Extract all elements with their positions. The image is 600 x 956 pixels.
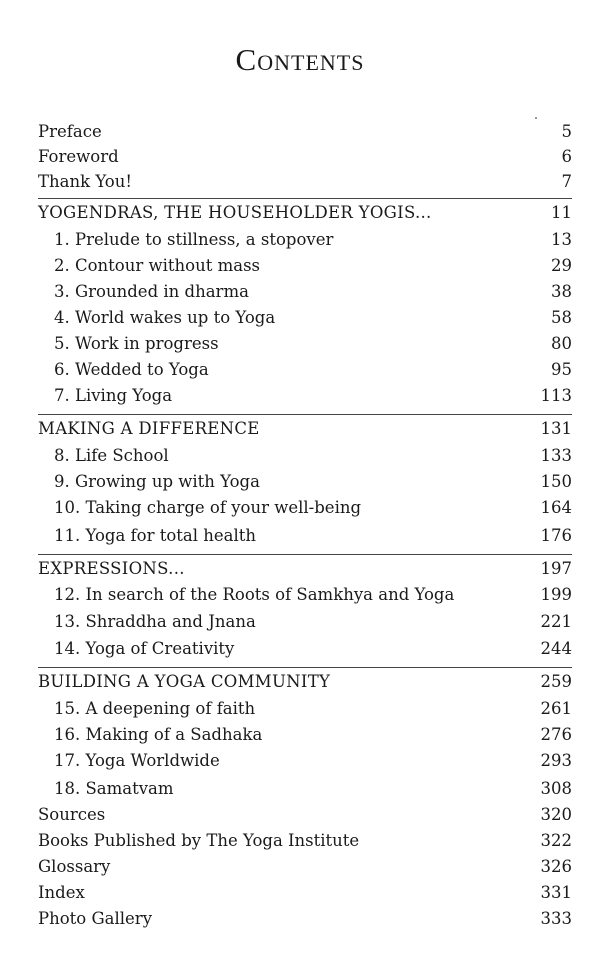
toc-entry-page: 221 (540, 612, 572, 631)
toc-chapter-entry (54, 637, 572, 661)
toc-entry-page: 113 (540, 386, 572, 405)
toc-entry-foreword (38, 145, 572, 169)
toc-entry-label: 9. Growing up with Yoga (54, 472, 260, 491)
toc-entry-label: 12. In search of the Roots of Samkhya and Yoga (54, 585, 455, 604)
toc-entry-page: 58 (551, 308, 572, 327)
toc-section-label: YOGENDRAS, THE HOUSEHOLDER YOGIS... (38, 203, 432, 222)
toc-entry-label: 8. Life School (54, 446, 169, 465)
toc-chapter-entry (54, 496, 572, 520)
toc-entry-sources (38, 803, 572, 827)
toc-entry-label: Preface (38, 122, 102, 141)
toc-section-entry (38, 557, 572, 581)
toc-entry-page: 333 (540, 909, 572, 928)
toc-entry-label: 5. Work in progress (54, 334, 219, 353)
toc-entry-label: Foreword (38, 147, 119, 166)
toc-entry-label: 18. Samatvam (54, 779, 174, 798)
toc-chapter-entry (54, 583, 572, 607)
toc-chapter-entry (54, 306, 572, 330)
toc-entry-page: 164 (540, 498, 572, 517)
toc-entry-page: 276 (540, 725, 572, 744)
toc-entry-page: 322 (540, 831, 572, 850)
toc-entry-page: 13 (551, 230, 572, 249)
toc-entry-label: Index (38, 883, 85, 902)
toc-entry-page: 80 (551, 334, 572, 353)
toc-section-label: EXPRESSIONS... (38, 559, 185, 578)
toc-entry-label: 11. Yoga for total health (54, 526, 257, 545)
toc-chapter-entry (54, 358, 572, 382)
toc-entry-label: 15. A deepening of faith (54, 699, 256, 718)
section-divider (38, 414, 572, 415)
toc-entry-glossary (38, 855, 572, 879)
toc-entry-page: 331 (540, 883, 572, 902)
toc-chapter-entry (54, 524, 572, 548)
toc-entry-books-published (38, 829, 572, 853)
section-divider (38, 667, 572, 668)
toc-entry-page: 326 (540, 857, 572, 876)
toc-entry-page: 293 (540, 751, 572, 770)
toc-entry-page: 29 (551, 256, 572, 275)
toc-chapter-entry (54, 228, 572, 252)
toc-entry-label: 17. Yoga Worldwide (54, 751, 220, 770)
section-divider (38, 198, 572, 199)
toc-chapter-entry (54, 280, 572, 304)
toc-entry-page: 6 (561, 147, 572, 166)
toc-chapter-entry (54, 777, 572, 801)
toc-chapter-entry (54, 444, 572, 468)
speck (535, 117, 537, 119)
toc-entry-page: 38 (551, 282, 572, 301)
page-title: Contents (235, 42, 365, 77)
toc-entry-page: 5 (561, 122, 572, 141)
toc-entry-photo-gallery (38, 907, 572, 931)
toc-entry-label: 6. Wedded to Yoga (54, 360, 209, 379)
toc-entry-preface (38, 120, 572, 144)
toc-entry-thank-you (38, 170, 572, 194)
toc-entry-page: 95 (551, 360, 572, 379)
toc-entry-label: 4. World wakes up to Yoga (54, 308, 276, 327)
toc-entry-label: 7. Living Yoga (54, 386, 173, 405)
toc-entry-page: 133 (540, 446, 572, 465)
toc-chapter-entry (54, 697, 572, 721)
toc-chapter-entry (54, 254, 572, 278)
toc-entry-page: 150 (540, 472, 572, 491)
toc-chapter-entry (54, 384, 572, 408)
toc-entry-label: 14. Yoga of Creativity (54, 639, 235, 658)
toc-chapter-entry (54, 610, 572, 634)
toc-entry-label: 2. Contour without mass (54, 256, 261, 275)
section-divider (38, 554, 572, 555)
toc-entry-label: 13. Shraddha and Jnana (54, 612, 256, 631)
toc-chapter-entry (54, 470, 572, 494)
toc-entry-page: 199 (540, 585, 572, 604)
toc-section-entry (38, 670, 572, 694)
toc-entry-page: 308 (540, 779, 572, 798)
toc-chapter-entry (54, 723, 572, 747)
toc-entry-label: 3. Grounded in dharma (54, 282, 249, 301)
toc-entry-page: 320 (540, 805, 572, 824)
toc-entry-label: Books Published by The Yoga Institute (38, 831, 360, 850)
toc-section-entry (38, 417, 572, 441)
toc-entry-label: 1. Prelude to stillness, a stopover (54, 230, 334, 249)
toc-entry-page: 244 (540, 639, 572, 658)
toc-entry-page: 7 (561, 172, 572, 191)
toc-chapter-entry (54, 332, 572, 356)
toc-entry-page: 197 (540, 559, 572, 578)
toc-entry-label: 10. Taking charge of your well-being (54, 498, 362, 517)
toc-entry-page: 176 (540, 526, 572, 545)
toc-entry-label: Photo Gallery (38, 909, 153, 928)
toc-chapter-entry (54, 749, 572, 773)
toc-entry-label: Glossary (38, 857, 111, 876)
toc-entry-page: 11 (551, 203, 572, 222)
toc-entry-page: 259 (540, 672, 572, 691)
toc-entry-label: Thank You! (38, 172, 132, 191)
toc-section-label: BUILDING A YOGA COMMUNITY (38, 672, 331, 691)
toc-entry-page: 131 (540, 419, 572, 438)
toc-entry-index (38, 881, 572, 905)
toc-section-label: MAKING A DIFFERENCE (38, 419, 260, 438)
toc-section-entry (38, 201, 572, 225)
toc-entry-label: Sources (38, 805, 106, 824)
toc-entry-label: 16. Making of a Sadhaka (54, 725, 263, 744)
toc-entry-page: 261 (540, 699, 572, 718)
